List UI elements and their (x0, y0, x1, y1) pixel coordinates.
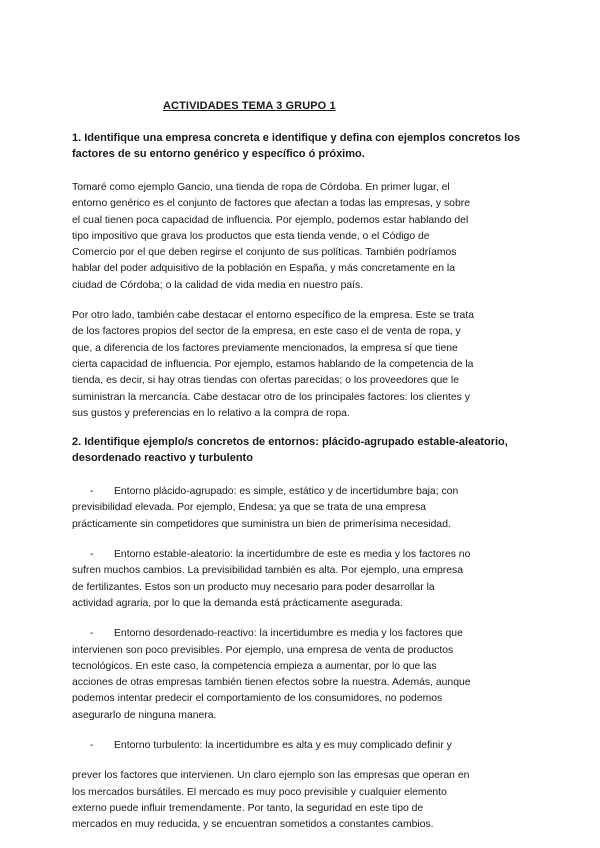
question-1-heading-line-2: factores de su entorno genérico y específico ó próximo. (72, 148, 365, 160)
text-line: prever los factores que intervienen. Un claro ejemplo son las empresas que operan en (72, 770, 470, 782)
text-line: tienda, es decir, si hay otras tiendas con ofertas parecidas; o los proveedores que le (72, 375, 459, 387)
text-line: de fertilizantes. Estos son un producto muy necesario para poder desarrollar la (72, 581, 435, 593)
text-line: Tomaré como ejemplo Gancio, una tienda de ropa de Córdoba. En primer lugar, el (72, 182, 450, 193)
text-line: previsibilidad elevada. Por ejemplo, Endesa; ya que se trata de una empresa (72, 502, 427, 514)
text-line: podemos intentar predecir el comportamiento de los consumidores, no podemos (72, 693, 443, 705)
document-body (72, 130, 532, 834)
text-line: acciones de otras empresas también tienen efectos sobre la nuestra. Además, aunque (72, 677, 471, 689)
question-2-heading-line-2: desordenado reactivo y turbulento (72, 452, 253, 465)
question-1-heading-line-1: 1. Identifique una empresa concreta e identifique y defina con ejemplos concretos los (72, 132, 521, 144)
list-item-desordenado-reactivo (72, 626, 532, 724)
text-line: Entorno desordenado-reactivo: la incertidumbre es media y los factores que (114, 628, 463, 640)
text-line: que, a diferencia de los factores previamente mencionados, la empresa sí que tiene (72, 342, 458, 354)
text-line: cierta capacidad de influencia. Por ejemplo, estamos hablando de la competencia de la (72, 358, 474, 370)
question-2-heading (72, 434, 532, 466)
list-dash: - (90, 486, 94, 498)
text-line: Entorno estable-aleatorio: la incertidumbre de este es media y los factores no (114, 549, 471, 561)
text-line: prácticamente sin competidores que suministra un bien de primerísima necesidad. (72, 518, 451, 530)
text-line: entorno genérico es el conjunto de factores que afectan a todas las empresas, y sobre (72, 198, 470, 210)
list-item-turbulento (72, 738, 532, 754)
text-line: Entorno turbulento: la incertidumbre es alta y es muy complicado definir y (114, 740, 452, 752)
list-dash: - (90, 628, 94, 640)
text-line: sufren muchos cambios. La previsibilidad también es alta. Por ejemplo, una empresa (72, 565, 464, 577)
text-line: de los factores propios del sector de la empresa, en este caso el de venta de ropa, y (72, 326, 461, 338)
text-line: ciudad de Córdoba; o la calidad de vida media en nuestro país. (72, 279, 364, 291)
paragraph-generic-environment (72, 180, 532, 294)
paragraph-turbulento-continuation (72, 768, 532, 833)
text-line: los mercados bursátiles. El mercado es muy poco previsible y cualquier elemento (72, 786, 447, 798)
text-line: el cual tienen poca capacidad de influencia. Por ejemplo, podemos estar hablando del (72, 214, 469, 226)
text-line: mercados en muy reducida, y se encuentran sometidos a constantes cambios. (72, 819, 434, 831)
text-line: asegurarlo de ninguna manera. (72, 709, 217, 721)
text-line: hablar del poder adquisitivo de la población en España, y más concretamente en la (72, 263, 455, 275)
list-dash: - (90, 549, 94, 561)
text-line: actividad agraria, por lo que la demanda está prácticamente asegurada. (72, 597, 403, 609)
text-line: externo puede influir tremendamente. Por tanto, la seguridad en este tipo de (72, 802, 424, 814)
list-item-placido-agrupado (72, 484, 532, 533)
question-2-heading-line-1: 2. Identifique ejemplo/s concretos de entornos: plácido-agrupado estable-aleatorio, (72, 436, 508, 449)
text-line: Comercio por el que deben regirse el conjunto de sus políticas. También podríamos (72, 247, 457, 259)
text-line: Por otro lado, también cabe destacar el entorno específico de la empresa. Este se trata (72, 310, 474, 322)
document-title: ACTIVIDADES TEMA 3 GRUPO 1 (163, 100, 336, 112)
question-1-heading (72, 130, 532, 162)
list-item-estable-aleatorio (72, 547, 532, 612)
text-line: tipo impositivo que grava los productos que esta tienda vende, o el Código de (72, 230, 430, 242)
text-line: sus gustos y preferencias en lo relativo a la compra de ropa. (72, 407, 350, 419)
text-line: intervienen son poco previsibles. Por ejemplo, una empresa de venta de productos (72, 644, 454, 656)
text-line: tecnológicos. En este caso, la competencia empieza a aumentar, por lo que las (72, 660, 437, 672)
list-dash: - (90, 740, 94, 752)
text-line: Entorno plácido-agrupado: es simple, estático y de incertidumbre baja; con (114, 486, 459, 498)
paragraph-specific-environment (72, 308, 532, 422)
text-line: suministran la mercancía. Cabe destacar otro de los principales factores: los clientes y (72, 391, 470, 403)
